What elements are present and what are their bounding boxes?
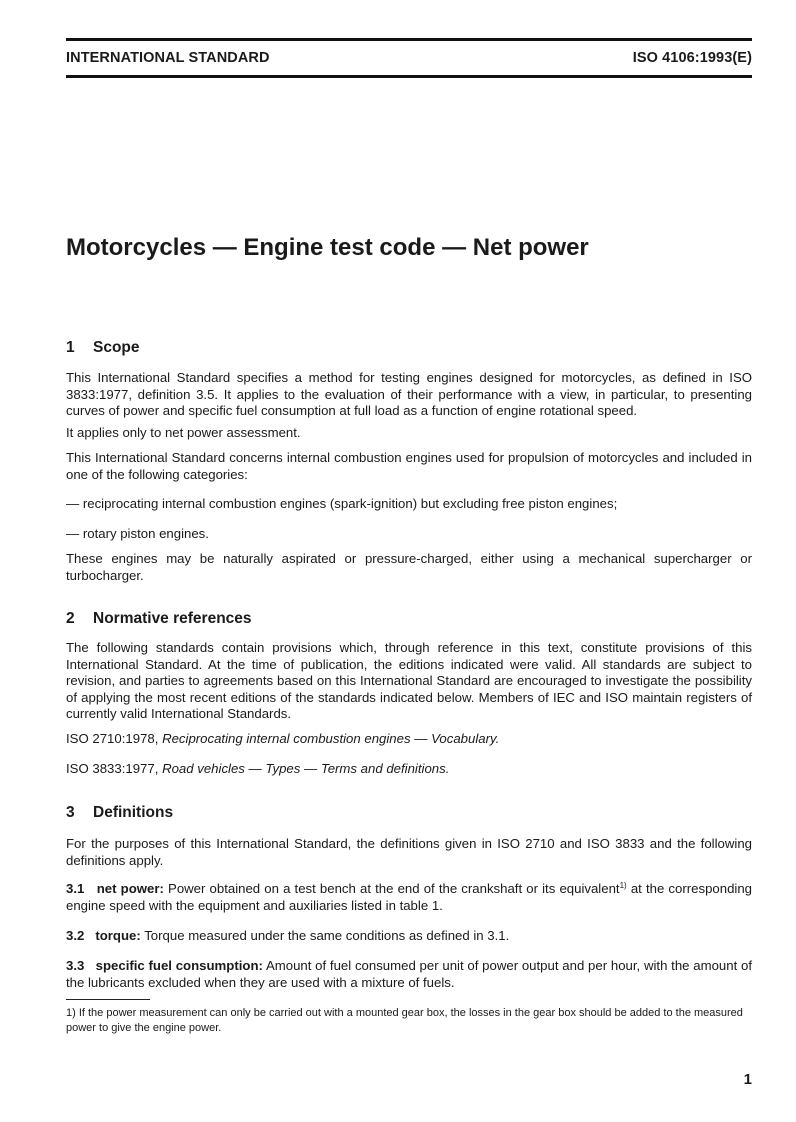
reference-title: Road vehicles — Types — Terms and definitions. [162, 761, 450, 776]
scope-paragraph-3: This International Standard concerns internal combustion engines used for propulsion of motorcycles and included in one of the following categories: [66, 450, 752, 482]
section-heading-scope [66, 339, 140, 357]
header-top-rule [66, 38, 752, 41]
definition-3-3 [66, 958, 752, 991]
footnote-reference: 1) [619, 881, 627, 890]
reference-item-1 [66, 731, 752, 748]
scope-list-item-2: — rotary piston engines. [66, 526, 209, 541]
reference-title: Reciprocating internal combustion engines — Vocabulary. [162, 731, 500, 746]
definition-3-2 [66, 928, 752, 945]
section-heading-references [66, 610, 252, 628]
reference-item-2 [66, 761, 752, 778]
definition-3-1 [66, 881, 752, 914]
section-title: Normative references [93, 610, 252, 627]
scope-list-item-1: — reciprocating internal combustion engines (spark-ignition) but excluding free piston engines; [66, 496, 618, 511]
definition-term: specific fuel consumption: [95, 958, 263, 973]
footnote-separator [66, 999, 150, 1000]
section-heading-definitions [66, 804, 173, 822]
section-title: Definitions [93, 804, 174, 821]
definition-text-continued: at the corresponding engine speed with the equipment and auxiliaries listed in table 1. [66, 881, 752, 913]
scope-paragraph-2: It applies only to net power assessment. [66, 425, 301, 440]
definition-term: net power: [96, 881, 164, 896]
reference-code: ISO 2710:1978, [66, 731, 159, 746]
header-bottom-rule [66, 75, 752, 78]
definition-text: Amount of fuel consumed per unit of power output and per hour, with the amount of the lubricants excluded when they are used with a mixture of fuels. [66, 958, 753, 990]
definition-number: 3.2 [66, 928, 85, 943]
reference-code: ISO 3833:1977, [66, 761, 159, 776]
section-number: 3 [66, 804, 75, 821]
document-title: Motorcycles — Engine test code — Net power [66, 234, 589, 261]
scope-paragraph-1: This International Standard specifies a method for testing engines designed for motorcycles, as defined in ISO 3833:1977, definition 3.5. It applies to the evaluation of their performance with a view, in particular, to presenting curves of power and specific fuel consumption at full load as a function of engine rotational speed. [66, 370, 752, 418]
section-number: 2 [66, 610, 75, 627]
definition-term: torque: [95, 928, 141, 943]
definition-text: Torque measured under the same conditions as defined in 3.1. [144, 928, 510, 943]
definition-text: Power obtained on a test bench at the end of the crankshaft or its equivalent [168, 881, 620, 896]
definition-number: 3.3 [66, 958, 85, 973]
definitions-intro-paragraph: For the purposes of this International Standard, the definitions given in ISO 2710 and ISO 3833 and the following definitions apply. [66, 836, 752, 868]
section-number: 1 [66, 339, 75, 356]
definition-number: 3.1 [66, 881, 85, 896]
footnote: 1) If the power measurement can only be carried out with a mounted gear box, the losses in the gear box should be added to the measured power to give the engine power. [66, 1007, 743, 1034]
references-paragraph: The following standards contain provisions which, through reference in this text, constitute provisions of this International Standard. At the time of publication, the editions indicated were valid. All standards are subject to revision, and parties to agreements based on this International Standard are encouraged to investigate the possibility of applying the most recent editions of the standards indicated below. Members of IEC and ISO maintain registers of currently valid International Standards. [66, 640, 752, 721]
standard-number-label: ISO 4106:1993(E) [632, 50, 752, 66]
scope-paragraph-4: These engines may be naturally aspirated or pressure-charged, either using a mechanical supercharger or turbocharger. [66, 551, 752, 583]
page-number: 1 [743, 1071, 752, 1088]
section-title: Scope [93, 339, 140, 356]
document-type-label: INTERNATIONAL STANDARD [66, 50, 270, 66]
